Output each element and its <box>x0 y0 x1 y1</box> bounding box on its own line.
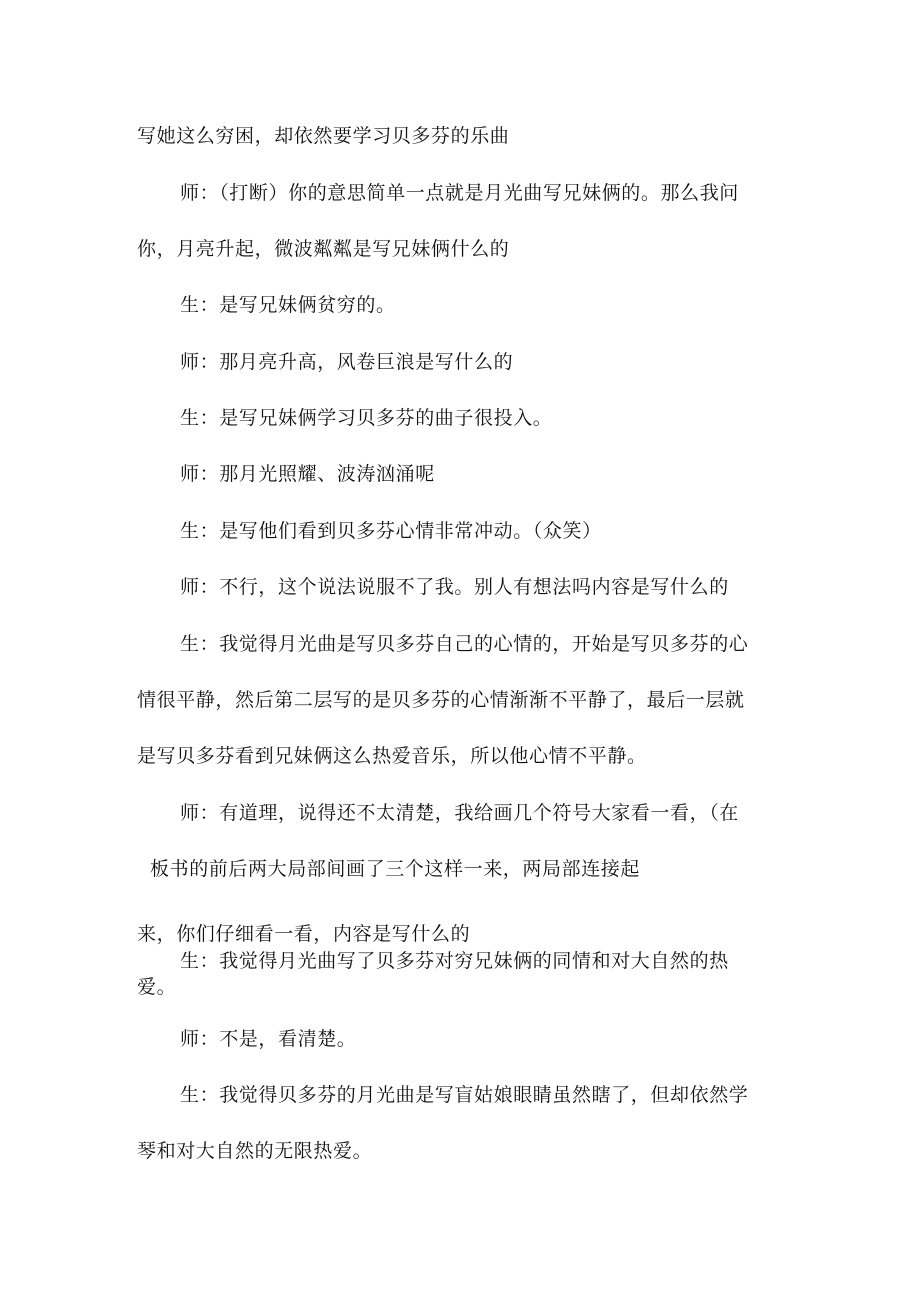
text-line: 爱。 <box>137 976 177 998</box>
text-line: 师：那月光照耀、波涛汹涌呢 <box>180 463 435 485</box>
text-line: 板书的前后两大局部间画了三个这样一来，两局部连接起 <box>150 858 641 880</box>
text-line: 生：我觉得月光曲是写贝多芬自己的心情的，开始是写贝多芬的心 <box>180 633 749 655</box>
text-line: 师：有道理，说得还不太清楚，我给画几个符号大家看一看，（在 <box>180 802 739 824</box>
text-line: 写她这么穷困，却依然要学习贝多芬的乐曲 <box>137 125 510 147</box>
text-line: 师：不行，这个说法说服不了我。别人有想法吗内容是写什么的 <box>180 576 729 598</box>
text-line: 琴和对大自然的无限热爱。 <box>137 1140 373 1162</box>
text-line: 生：是写兄妹俩贫穷的。 <box>180 294 396 316</box>
text-line: 情很平静，然后第二层写的是贝多芬的心情渐渐不平静了，最后一层就 <box>137 689 745 711</box>
text-line: 生：是写兄妹俩学习贝多芬的曲子很投入。 <box>180 407 553 429</box>
text-line: 是写贝多芬看到兄妹俩这么热爱音乐，所以他心情不平静。 <box>137 745 647 767</box>
text-line: 生：我觉得月光曲写了贝多芬对穷兄妹俩的同情和对大自然的热 <box>180 950 729 972</box>
text-line: 师：（打断）你的意思简单一点就是月光曲写兄妹俩的。那么我问 <box>180 182 739 204</box>
text-line: 师：那月亮升高，风卷巨浪是写什么的 <box>180 351 514 373</box>
text-line: 来，你们仔细看一看，内容是写什么的 <box>137 923 471 945</box>
text-line: 师：不是，看清楚。 <box>180 1028 357 1050</box>
text-line: 你，月亮升起，微波粼粼是写兄妹俩什么的 <box>137 238 510 260</box>
text-line: 生：是写他们看到贝多芬心情非常冲动。（众笑） <box>180 520 602 542</box>
text-line: 生：我觉得贝多芬的月光曲是写盲姑娘眼睛虽然瞎了，但却依然学 <box>180 1084 749 1106</box>
